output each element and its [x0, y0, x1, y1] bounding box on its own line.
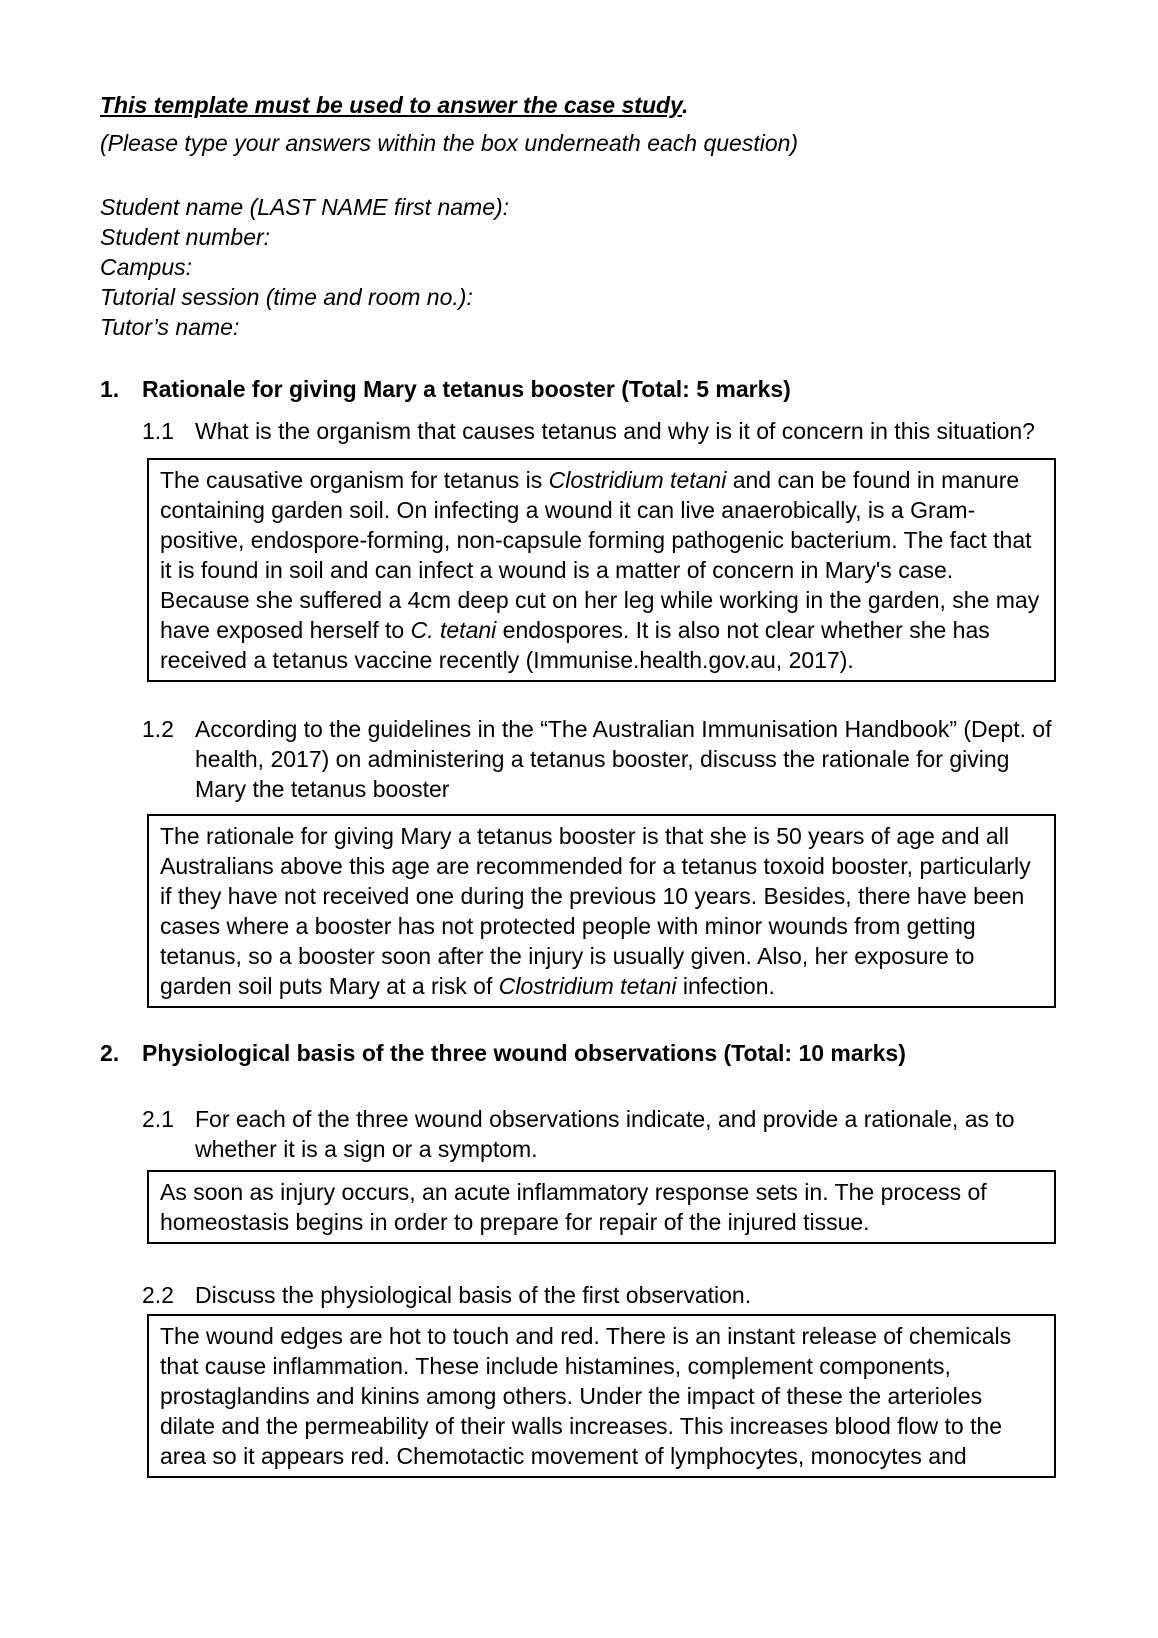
question-2-2 — [142, 1280, 1056, 1310]
answer-box-2-2[interactable] — [147, 1314, 1056, 1478]
section-1-number: 1. — [100, 376, 120, 402]
question-2-2-text: Discuss the physiological basis of the first observation. — [195, 1282, 752, 1308]
page-title — [100, 90, 1056, 120]
question-1-2 — [142, 714, 1056, 804]
tutorial-session-label: Tutorial session (time and room no.): — [100, 284, 473, 310]
question-2-1-number: 2.1 — [142, 1106, 174, 1132]
answer-1-1-segment: and can be found in manure containing garden soil. On infecting a wound it can live anaerobically, is a Gram-positive, endospore-forming, non-capsule forming pathogenic bacterium. The fact that it is found in soil and can infect a wound is a matter of concern in Mary's case. Because she suffered a 4cm deep cut on her leg while working in the garden, she may have exposed herself to — [160, 467, 1040, 643]
answer-1-2-text — [160, 821, 1043, 1001]
question-2-2-number: 2.2 — [142, 1282, 174, 1308]
question-1-1 — [142, 416, 1056, 446]
student-name-label: Student name (LAST NAME first name): — [100, 194, 510, 220]
page-title-period: . — [681, 92, 689, 118]
answer-2-1-segment: As soon as injury occurs, an acute inflammatory response sets in. The process of homeostasis begins in order to prepare for repair of the injured tissue. — [160, 1179, 987, 1235]
answer-1-1-latin-name: C. tetani — [410, 617, 497, 643]
answer-2-1-text — [160, 1177, 1043, 1237]
question-1-2-text: According to the guidelines in the “The Australian Immunisation Handbook” (Dept. of health, 2017) on administering a tetanus booster, discuss the rationale for giving Mary the tetanus booster — [195, 716, 1052, 802]
question-1-1-text: What is the organism that causes tetanus and why is it of concern in this situation? — [195, 418, 1035, 444]
answer-box-1-2[interactable] — [147, 814, 1056, 1008]
section-1-heading — [100, 374, 1056, 404]
tutor-name-label: Tutor’s name: — [100, 314, 240, 340]
page-title-underlined-text: This template must be used to answer the case study — [100, 92, 682, 118]
section-2-heading-text: Physiological basis of the three wound observations (Total: 10 marks) — [142, 1040, 906, 1066]
answer-1-2-segment: infection. — [676, 973, 775, 999]
question-1-2-number: 1.2 — [142, 716, 174, 742]
answer-1-1-latin-name: Clostridium tetani — [548, 467, 727, 493]
question-2-1 — [142, 1104, 1056, 1164]
section-1-heading-text: Rationale for giving Mary a tetanus booster (Total: 5 marks) — [142, 376, 791, 402]
answer-box-1-1[interactable] — [147, 458, 1056, 682]
answer-1-1-segment: The causative organism for tetanus is — [160, 467, 549, 493]
question-1-1-number: 1.1 — [142, 418, 174, 444]
instruction-note: (Please type your answers within the box underneath each question) — [100, 130, 799, 156]
question-2-1-text: For each of the three wound observations indicate, and provide a rationale, as to whether it is a sign or a symptom. — [195, 1106, 1015, 1162]
answer-2-2-segment: The wound edges are hot to touch and red. There is an instant release of chemicals that cause inflammation. These include histamines, complement components, prostaglandins and kinins among others. Under the impact of these the arterioles dilate and the permeability of their walls increases. This increases blood flow to the area so it appears red. Chemotactic movement of lymphocytes, monocytes and — [160, 1323, 1012, 1469]
campus-label: Campus: — [100, 254, 193, 280]
student-number-label: Student number: — [100, 224, 271, 250]
section-2-heading — [100, 1038, 1056, 1068]
answer-1-2-latin-name: Clostridium tetani — [498, 973, 677, 999]
answer-1-1-text — [160, 465, 1043, 675]
answer-2-2-text — [160, 1321, 1043, 1471]
section-2-number: 2. — [100, 1040, 120, 1066]
student-info-block — [100, 192, 1056, 342]
answer-1-1-segment: endospores. It is also not clear whether she has received a tetanus vaccine recently (Immunise.health.gov.au, 2017). — [160, 617, 990, 673]
answer-box-2-1[interactable] — [147, 1170, 1056, 1244]
answer-1-2-segment: The rationale for giving Mary a tetanus booster is that she is 50 years of age and all Australians above this age are recommended for a tetanus toxoid booster, particularly if they have not received one during the previous 10 years. Besides, there have been cases where a booster has not protected people with minor wounds from getting tetanus, so a booster soon after the injury is usually given. Also, her exposure to garden soil puts Mary at a risk of — [160, 823, 1031, 999]
